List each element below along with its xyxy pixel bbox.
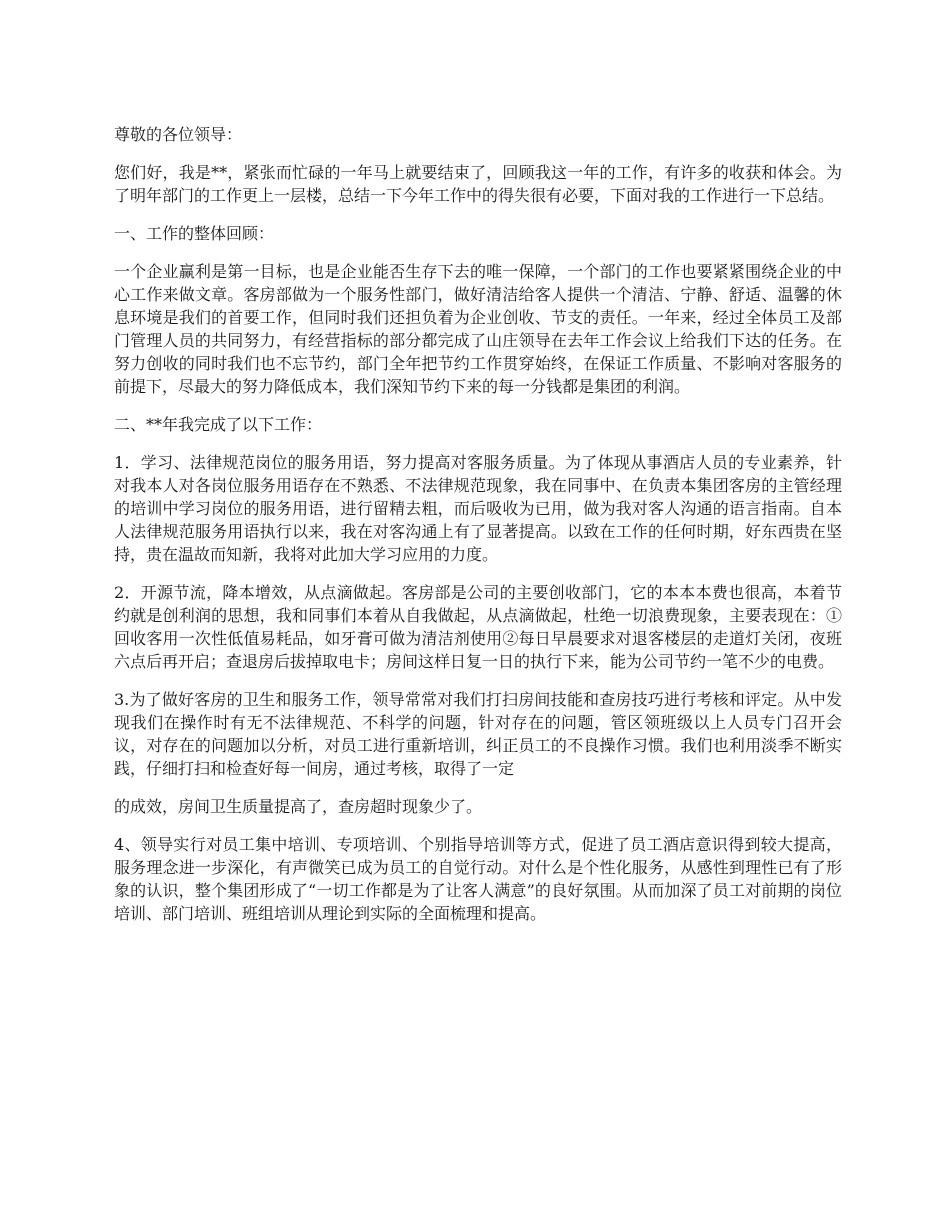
section-heading-overview: 一、工作的整体回顾： <box>114 224 275 243</box>
work-item-3: 3.为了做好客房的卫生和服务工作，领导常常对我们打扫房间技能和查房技巧进行考核和评定。从中发现我们在操作时有无不法律规范、不科学的问题，针对存在的问题，管区领班级以上人员专门召开会议，对存在的问题加以分析，对员工进行重新培训，纠正员工的不良操作习惯。我们也利用淡季不断实践，仔细打扫和检查好每一间房，通过考核，取得了一定 <box>114 690 842 778</box>
work-item-4: 4、领导实行对员工集中培训、专项培训、个别指导培训等方式，促进了员工酒店意识得到较大提高，服务理念进一步深化，有声微笑已成为员工的自觉行动。对什么是个性化服务，从感性到理性已有了形象的认识，整个集团形成了“一切工作都是为了让客人满意”的良好氛围。从而加深了员工对前期的岗位培训、部门培训、班组培训从理论到实际的全面梳理和提高。 <box>114 835 842 923</box>
intro-paragraph: 您们好，我是**，紧张而忙碌的一年马上就要结束了，回顾我这一年的工作，有许多的收获和体会。为了明年部门的工作更上一层楼，总结一下今年工作中的得失很有必要，下面对我的工作进行一下总结。 <box>114 163 842 205</box>
document-body <box>114 123 842 940</box>
salutation: 尊敬的各位领导： <box>114 125 243 144</box>
work-item-2: 2．开源节流，降本增效，从点滴做起。客房部是公司的主要创收部门，它的本本本费也很高，本着节约就是创利润的思想，我和同事们本着从自我做起，从点滴做起，杜绝一切浪费现象，主要表现在：①回收客用一次性低值易耗品，如牙膏可做为清洁剂使用②每日早晨要求对退客楼层的走道灯关闭，夜班六点后再开启；查退房后拔掉取电卡；房间这样日复一日的执行下来，能为公司节约一笔不少的电费。 <box>114 583 842 671</box>
work-item-3-continued: 的成效，房间卫生质量提高了，查房超时现象少了。 <box>114 797 483 816</box>
overview-paragraph: 一个企业赢利是第一目标，也是企业能否生存下去的唯一保障，一个部门的工作也要紧紧围绕企业的中心工作来做文章。客房部做为一个服务性部门，做好清洁给客人提供一个清洁、宁静、舒适、温馨的休息环境是我们的首要工作，但同时我们还担负着为企业创收、节支的责任。一年来，经过全体员工及部门管理人员的共同努力，有经营指标的部分都完成了山庄领导在去年工作会议上给我们下达的任务。在努力创收的同时我们也不忘节约，部门全年把节约工作贯穿始终，在保证工作质量、不影响对客服务的前提下，尽最大的努力降低成本，我们深知节约下来的每一分钱都是集团的利润。 <box>114 262 842 396</box>
work-item-1: 1．学习、法律规范岗位的服务用语，努力提高对客服务质量。为了体现从事酒店人员的专业素养，针对我本人对各岗位服务用语存在不熟悉、不法律规范现象，我在同事中、在负责本集团客房的主管经理的培训中学习岗位的服务用语，进行留精去粗，而后吸收为已用，做为我对客人沟通的语言指南。自本人法律规范服务用语执行以来，我在对客沟通上有了显著提高。以致在工作的任何时期，好东西贵在坚持，贵在温故而知新，我将对此加大学习应用的力度。 <box>114 453 842 564</box>
section-heading-work-done: 二、**年我完成了以下工作： <box>114 415 323 434</box>
